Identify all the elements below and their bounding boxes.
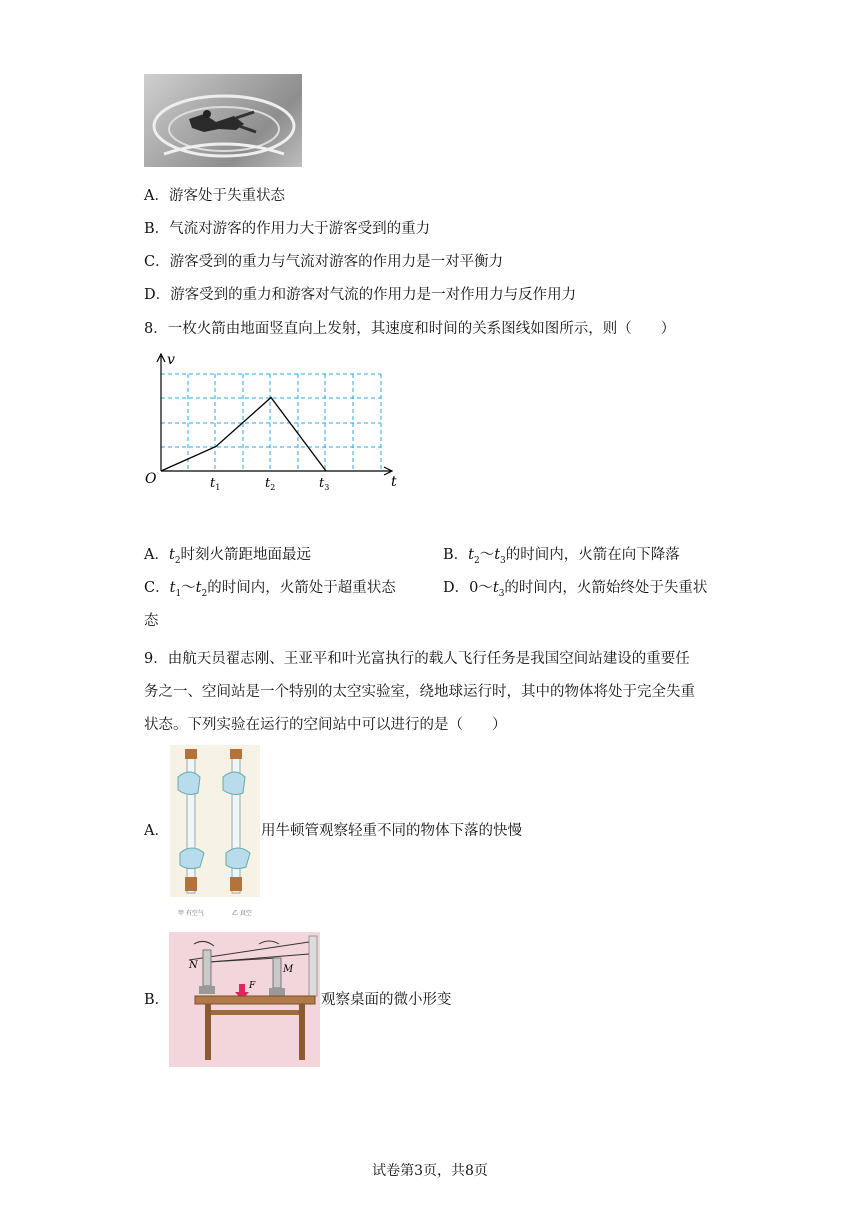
label-f: F bbox=[249, 981, 256, 991]
svg-text:t3: $t_3$ bbox=[319, 476, 330, 492]
table-deformation-image bbox=[169, 932, 320, 1067]
q8-stem: 8．一枚火箭由地面竖直向上发射，其速度和时间的关系图线如图所示，则（ ） bbox=[144, 321, 676, 337]
svg-text:t1: $t_1$ bbox=[210, 476, 221, 492]
q8-option-a: A．$t_2$时刻火箭距地面最远 bbox=[144, 547, 312, 566]
q9-option-b-text: 观察桌面的微小形变 bbox=[321, 992, 452, 1008]
q7-option-d: D．游客受到的重力和游客对气流的作用力是一对作用力与反作用力 bbox=[144, 287, 577, 303]
q8-vt-chart bbox=[145, 352, 405, 492]
svg-text:t2: $t_2$ bbox=[265, 476, 276, 492]
q9-option-a-letter: A． bbox=[144, 823, 169, 839]
page-footer: 试卷第3页，共8页 bbox=[372, 1163, 488, 1179]
tick-t3 bbox=[319, 476, 329, 492]
q8-option-d-wrap: 态 bbox=[144, 613, 159, 629]
q7-option-b: B．气流对游客的作用力大于游客受到的重力 bbox=[144, 221, 431, 237]
q8-option-d: D．$0\sim t_3$的时间内，火箭始终处于失重状 bbox=[443, 580, 708, 599]
origin-label: O bbox=[145, 471, 157, 487]
q9-option-b-letter: B． bbox=[144, 992, 170, 1008]
x-axis-label: t bbox=[391, 474, 397, 490]
tick-t1 bbox=[210, 476, 220, 492]
q8-option-b: B．$t_2\sim t_3$的时间内，火箭在向下降落 bbox=[443, 547, 680, 566]
q9-stem-line-3: 状态。下列实验在运行的空间站中可以进行的是（ ） bbox=[144, 717, 507, 733]
label-m: M bbox=[283, 964, 294, 975]
tube-right bbox=[223, 749, 250, 893]
tube-caption-left: 甲 有空气 bbox=[178, 910, 204, 917]
label-n: N bbox=[189, 960, 198, 971]
tube-left bbox=[178, 749, 204, 893]
q8-option-c: C．$t_1\sim t_2$的时间内，火箭处于超重状态 bbox=[144, 580, 396, 599]
q9-stem-line-1: 9．由航天员翟志刚、王亚平和叶光富执行的载人飞行任务是我国空间站建设的重要任 bbox=[144, 651, 690, 667]
q7-option-a: A．游客处于失重状态 bbox=[144, 188, 285, 204]
y-axis-label: v bbox=[167, 352, 175, 368]
q9-stem-line-2: 务之一、空间站是一个特别的太空实验室，绕地球运行时，其中的物体将处于完全失重 bbox=[144, 684, 695, 700]
tube-caption-right: 乙 真空 bbox=[232, 910, 252, 917]
newton-tube-image bbox=[170, 745, 260, 897]
tick-t2 bbox=[265, 476, 275, 492]
q7-option-c: C．游客受到的重力与气流对游客的作用力是一对平衡力 bbox=[144, 254, 504, 270]
q9-option-a-text: 用牛顿管观察轻重不同的物体下落的快慢 bbox=[261, 823, 522, 839]
wind-tunnel-photo bbox=[144, 74, 302, 167]
